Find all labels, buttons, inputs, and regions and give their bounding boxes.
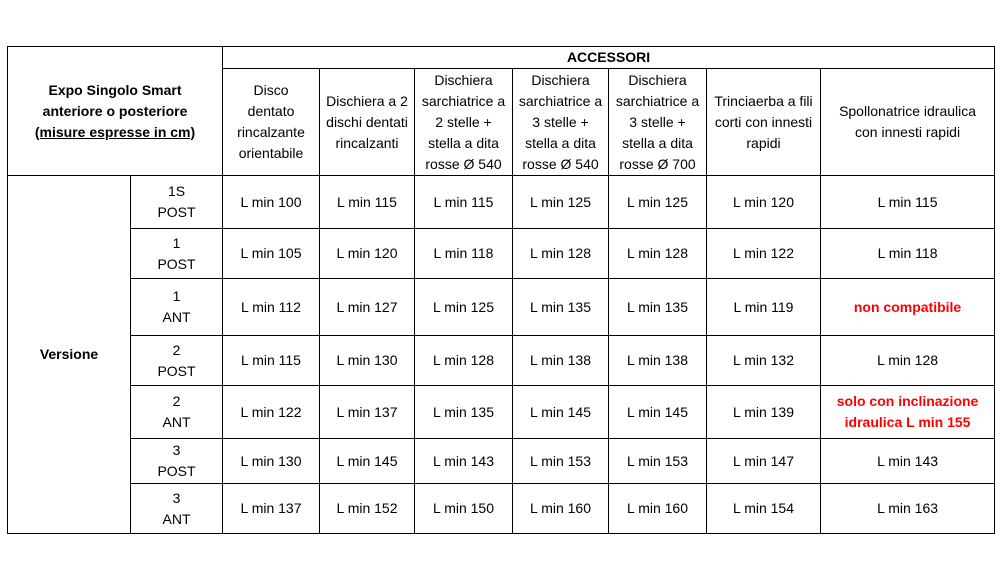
table-cell: L min 152	[320, 484, 415, 534]
column-header-line: stella a dita	[622, 134, 693, 151]
table-cell: L min 135	[609, 279, 707, 336]
table-cell-line: L min 118	[877, 245, 938, 261]
version-cell	[131, 279, 223, 336]
column-header-5	[609, 69, 707, 176]
title-line-1: Expo Singolo Smart	[48, 81, 182, 98]
column-header-line: Dischiera	[628, 71, 687, 88]
column-header-line: sarchiatrice a	[615, 92, 700, 109]
version-line: 2	[172, 393, 181, 409]
table-row	[8, 439, 995, 484]
column-header-line: sarchiatrice a	[518, 92, 603, 109]
table-cell: L min 105	[223, 229, 320, 279]
version-line: 1S	[167, 183, 186, 199]
accessori-header: ACCESSORI	[223, 47, 995, 69]
table-cell: L min 160	[609, 484, 707, 534]
table-cell: L min 153	[513, 439, 609, 484]
table-cell: L min 118	[415, 229, 513, 279]
table-cell	[821, 229, 995, 279]
table-cell	[821, 176, 995, 229]
column-header-line: 2 stelle +	[435, 113, 492, 130]
version-line: POST	[157, 204, 196, 220]
column-header-line: rincalzante	[237, 124, 305, 140]
table-cell: L min 122	[707, 229, 821, 279]
table-cell: L min 145	[320, 439, 415, 484]
version-line: 1	[172, 234, 181, 251]
table-cell: L min 128	[513, 229, 609, 279]
column-header-line: Dischiera	[531, 71, 590, 88]
table-cell: L min 139	[707, 386, 821, 439]
column-header-line: stella a dita	[525, 134, 596, 151]
column-header-7	[821, 69, 995, 176]
table-body	[8, 176, 995, 534]
table-cell: L min 127	[320, 279, 415, 336]
column-header-line: dischi dentati	[326, 113, 408, 130]
table-cell: L min 122	[223, 386, 320, 439]
table-cell-warning	[821, 279, 995, 336]
column-header-line: rosse Ø 540	[522, 155, 599, 172]
table-cell-line: idraulica L min 155	[844, 414, 971, 430]
version-label: Versione	[8, 176, 131, 534]
column-header-line: rapidi	[746, 134, 781, 151]
table-cell-line: L min 115	[877, 193, 938, 210]
table-row	[8, 229, 995, 279]
version-cell	[131, 386, 223, 439]
version-line: ANT	[162, 510, 191, 527]
table-cell: L min 135	[415, 386, 513, 439]
table-cell: L min 130	[320, 336, 415, 386]
table-cell	[821, 439, 995, 484]
version-line: 3	[172, 489, 181, 506]
column-header-line: Dischiera a 2	[326, 92, 408, 109]
table-cell	[821, 484, 995, 534]
version-line: POST	[157, 255, 196, 272]
column-header-1	[223, 69, 320, 176]
table-cell: L min 150	[415, 484, 513, 534]
table-row	[8, 176, 995, 229]
table-cell: L min 145	[513, 386, 609, 439]
version-cell	[131, 176, 223, 229]
version-line: POST	[157, 463, 196, 479]
table-cell: L min 147	[707, 439, 821, 484]
table-cell: L min 138	[513, 336, 609, 386]
table-cell: L min 130	[223, 439, 320, 484]
column-header-line: Trinciaerba a fili	[714, 92, 813, 109]
column-header-2	[320, 69, 415, 176]
column-header-line: 3 stelle +	[629, 113, 686, 130]
table-cell: L min 125	[415, 279, 513, 336]
table-cell: L min 115	[223, 336, 320, 386]
column-header-line: orientabile	[238, 145, 304, 161]
compatibility-table	[7, 46, 995, 534]
table-cell: L min 112	[223, 279, 320, 336]
table-cell-warning	[821, 386, 995, 439]
column-header-3	[415, 69, 513, 176]
table-title-cell	[8, 47, 223, 176]
table-cell: L min 128	[609, 229, 707, 279]
table-cell: L min 115	[415, 176, 513, 229]
column-header-line: corti con innesti	[714, 113, 813, 130]
column-header-line: rincalzanti	[335, 134, 399, 151]
column-header-4	[513, 69, 609, 176]
version-cell	[131, 336, 223, 386]
column-header-line: rosse Ø 700	[619, 155, 696, 172]
table-row	[8, 484, 995, 534]
version-line: ANT	[162, 414, 191, 430]
column-header-line: Spollonatrice idraulica	[839, 103, 977, 119]
column-header-line: dentato	[247, 103, 295, 119]
table-cell: L min 154	[707, 484, 821, 534]
title-line-3: (misure espresse in cm)	[34, 123, 196, 140]
table-cell: L min 128	[415, 336, 513, 386]
table-row	[8, 279, 995, 336]
version-cell	[131, 229, 223, 279]
table-cell-line: L min 163	[877, 500, 939, 516]
table-cell: L min 135	[513, 279, 609, 336]
version-line: 3	[172, 442, 181, 458]
version-cell	[131, 484, 223, 534]
table-cell: L min 125	[609, 176, 707, 229]
version-cell	[131, 439, 223, 484]
table-row	[8, 386, 995, 439]
table-cell: L min 115	[320, 176, 415, 229]
version-line: POST	[157, 362, 196, 379]
column-header-line: stella a dita	[428, 134, 499, 151]
table-cell: L min 125	[513, 176, 609, 229]
title-line-2: anteriore o posteriore	[42, 102, 188, 119]
table-cell: L min 145	[609, 386, 707, 439]
table-cell: L min 137	[223, 484, 320, 534]
table-cell: L min 153	[609, 439, 707, 484]
table-cell	[821, 336, 995, 386]
table-cell: L min 119	[707, 279, 821, 336]
table-row	[8, 336, 995, 386]
table-cell-line: non compatibile	[853, 298, 962, 315]
column-header-line: 3 stelle +	[532, 113, 589, 130]
table-cell-line: L min 128	[877, 352, 939, 368]
column-header-line: sarchiatrice a	[421, 92, 506, 109]
table-cell-line: L min 143	[877, 452, 939, 469]
table-cell: L min 160	[513, 484, 609, 534]
table-cell: L min 132	[707, 336, 821, 386]
table-cell: L min 143	[415, 439, 513, 484]
version-line: 2	[172, 341, 181, 358]
table-cell-line: solo con inclinazione	[836, 393, 979, 409]
table-cell: L min 100	[223, 176, 320, 229]
column-header-6	[707, 69, 821, 176]
table-cell: L min 120	[320, 229, 415, 279]
version-line: 1	[172, 288, 181, 304]
column-header-line: Dischiera	[434, 71, 493, 88]
table-cell: L min 137	[320, 386, 415, 439]
table-cell: L min 138	[609, 336, 707, 386]
column-header-line: Disco	[253, 82, 289, 98]
table-cell: L min 120	[707, 176, 821, 229]
column-header-line: rosse Ø 540	[425, 155, 502, 172]
column-header-line: con innesti rapidi	[855, 124, 961, 140]
version-line: ANT	[162, 309, 191, 325]
